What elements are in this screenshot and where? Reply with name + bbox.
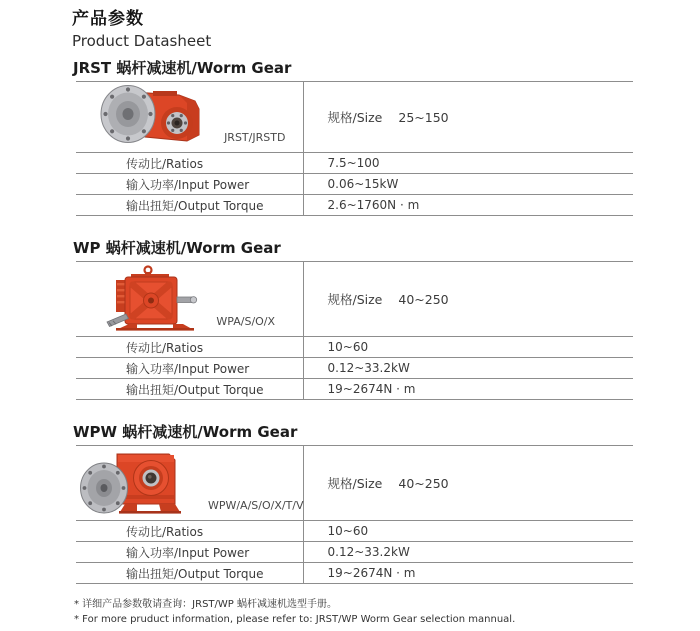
page-title: 产品参数	[72, 9, 144, 29]
section-heading-wpw: WPW 蜗杆减速机/Worm Gear	[73, 423, 298, 441]
wpw-gearbox-image	[75, 449, 201, 515]
footnote-en: * For more pruduct information, please refer to: JRST/WP Worm Gear selection mannual.	[74, 614, 516, 625]
size-value: 40~250	[398, 476, 449, 491]
spec-row-label: 输入功率/Input Power	[76, 174, 303, 195]
spec-row-value: 7.5~100	[303, 153, 633, 174]
spec-row-label: 传动比/Ratios	[76, 337, 303, 358]
spec-row-value: 0.12~33.2kW	[303, 358, 633, 379]
spec-table-jrst	[76, 81, 633, 216]
spec-row-label: 传动比/Ratios	[76, 153, 303, 174]
footnotes	[74, 597, 700, 627]
spec-row-label: 输出扭矩/Output Torque	[76, 195, 303, 216]
spec-row	[76, 542, 633, 563]
spec-row-value: 10~60	[303, 337, 633, 358]
spec-row-label: 输出扭矩/Output Torque	[76, 379, 303, 400]
spec-row-value: 19~2674N · m	[303, 563, 633, 584]
model-label-wpw: WPW/A/S/O/X/T/V	[207, 499, 304, 512]
spec-row	[76, 153, 633, 174]
spec-row-value: 0.06~15kW	[303, 174, 633, 195]
spec-row	[76, 195, 633, 216]
size-label: 规格/Size	[327, 292, 383, 307]
spec-table-wpw	[76, 445, 633, 584]
spec-row	[76, 521, 633, 542]
section-wp	[72, 239, 700, 400]
model-label-jrst: JRST/JRSTD	[224, 131, 286, 144]
wp-gearbox-image	[103, 265, 209, 331]
spec-row-value: 2.6~1760N · m	[303, 195, 633, 216]
section-jrst	[72, 59, 700, 216]
size-label: 规格/Size	[327, 110, 383, 125]
spec-row-value: 10~60	[303, 521, 633, 542]
spec-row	[76, 563, 633, 584]
size-value: 40~250	[398, 292, 449, 307]
section-wpw	[72, 423, 700, 584]
spec-row-value: 0.12~33.2kW	[303, 542, 633, 563]
size-value: 25~150	[398, 110, 449, 125]
spec-row	[76, 174, 633, 195]
section-heading-jrst: JRST 蜗杆减速机/Worm Gear	[73, 59, 292, 77]
spec-row-value: 19~2674N · m	[303, 379, 633, 400]
spec-row-label: 输入功率/Input Power	[76, 358, 303, 379]
spec-row	[76, 379, 633, 400]
section-heading-wp: WP 蜗杆减速机/Worm Gear	[73, 239, 281, 257]
spec-table-wp	[76, 261, 633, 400]
jrst-gearbox-image	[93, 85, 217, 147]
spec-row-label: 输出扭矩/Output Torque	[76, 563, 303, 584]
spec-row-label: 输入功率/Input Power	[76, 542, 303, 563]
spec-row	[76, 358, 633, 379]
spec-row	[76, 337, 633, 358]
page-subtitle: Product Datasheet	[72, 32, 212, 50]
size-label: 规格/Size	[327, 476, 383, 491]
spec-row-label: 传动比/Ratios	[76, 521, 303, 542]
footnote-zh: * 详细产品参数敬请查询：JRST/WP 蜗杆减速机选型手册。	[74, 599, 337, 610]
model-label-wp: WPA/S/O/X	[216, 315, 276, 328]
